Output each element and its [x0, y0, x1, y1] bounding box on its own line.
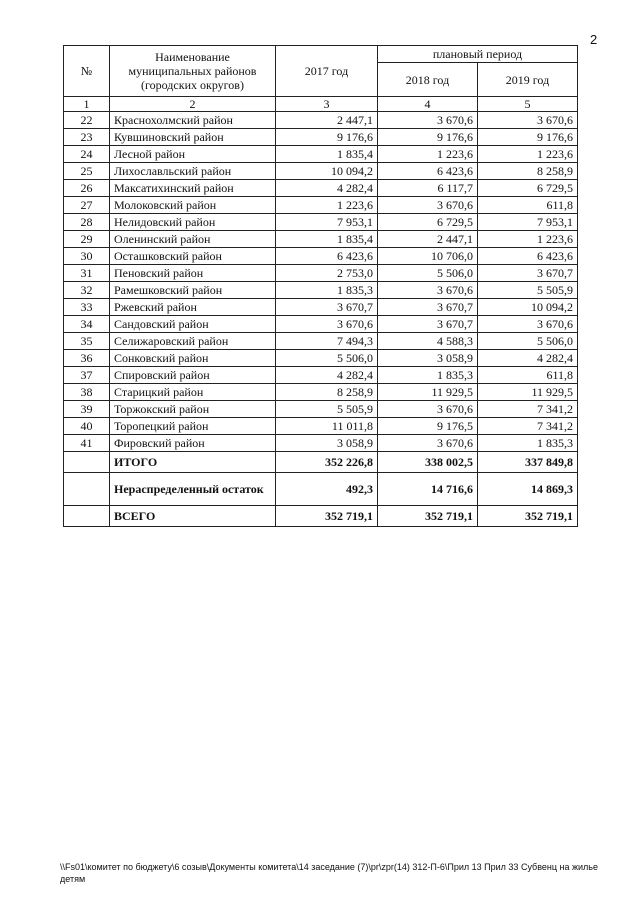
value-2017: 7 494,3 [276, 333, 378, 350]
value-2018: 3 670,6 [378, 197, 478, 214]
row-number: 31 [64, 265, 110, 282]
budget-table [63, 45, 578, 527]
district-name: Старицкий район [110, 384, 276, 401]
value-2019: 3 670,7 [478, 265, 578, 282]
table-row [64, 163, 578, 180]
value-2017: 3 670,7 [276, 299, 378, 316]
row-number: 24 [64, 146, 110, 163]
district-name: Нелидовский район [110, 214, 276, 231]
column-index: 4 [378, 97, 478, 112]
value-2017: 9 176,6 [276, 129, 378, 146]
district-name: Лесной район [110, 146, 276, 163]
value-2017: 2 753,0 [276, 265, 378, 282]
column-index: 5 [478, 97, 578, 112]
header-name: Наименование муниципальных районов (городских округов) [110, 46, 276, 97]
district-name: Молоковский район [110, 197, 276, 214]
row-number: 41 [64, 435, 110, 452]
district-name: Лихославльский район [110, 163, 276, 180]
value-2019: 11 929,5 [478, 384, 578, 401]
table-row [64, 299, 578, 316]
value-2018: 3 670,6 [378, 435, 478, 452]
vsego-2017: 352 719,1 [276, 506, 378, 527]
table-row [64, 418, 578, 435]
value-2018: 9 176,5 [378, 418, 478, 435]
value-2018: 4 588,3 [378, 333, 478, 350]
value-2018: 10 706,0 [378, 248, 478, 265]
value-2019: 3 670,6 [478, 112, 578, 129]
row-number: 27 [64, 197, 110, 214]
totals-row-vsego [64, 506, 578, 527]
row-number: 30 [64, 248, 110, 265]
table-row [64, 350, 578, 367]
value-2018: 2 447,1 [378, 231, 478, 248]
district-name: Пеновский район [110, 265, 276, 282]
value-2019: 611,8 [478, 197, 578, 214]
table-row [64, 435, 578, 452]
district-name: Оленинский район [110, 231, 276, 248]
row-number: 39 [64, 401, 110, 418]
value-2018: 3 670,6 [378, 401, 478, 418]
row-number: 22 [64, 112, 110, 129]
value-2018: 3 670,7 [378, 316, 478, 333]
table-row [64, 367, 578, 384]
value-2018: 9 176,6 [378, 129, 478, 146]
column-index: 1 [64, 97, 110, 112]
column-index: 3 [276, 97, 378, 112]
row-number: 28 [64, 214, 110, 231]
table-body [64, 112, 578, 452]
empty-cell [64, 452, 110, 473]
value-2017: 1 223,6 [276, 197, 378, 214]
table-row [64, 129, 578, 146]
district-name: Сонковский район [110, 350, 276, 367]
district-name: Спировский район [110, 367, 276, 384]
value-2019: 1 835,3 [478, 435, 578, 452]
row-number: 26 [64, 180, 110, 197]
table-row [64, 197, 578, 214]
itogo-2018: 338 002,5 [378, 452, 478, 473]
value-2018: 3 670,7 [378, 299, 478, 316]
value-2019: 611,8 [478, 367, 578, 384]
value-2017: 3 058,9 [276, 435, 378, 452]
district-name: Краснохолмский район [110, 112, 276, 129]
table-row [64, 333, 578, 350]
header-2019: 2019 год [478, 63, 578, 97]
vsego-label: ВСЕГО [110, 506, 276, 527]
value-2017: 1 835,4 [276, 146, 378, 163]
value-2019: 3 670,6 [478, 316, 578, 333]
value-2017: 1 835,4 [276, 231, 378, 248]
value-2018: 3 058,9 [378, 350, 478, 367]
unallocated-2018: 14 716,6 [378, 473, 478, 506]
value-2017: 3 670,6 [276, 316, 378, 333]
empty-cell [64, 473, 110, 506]
table-row [64, 401, 578, 418]
value-2019: 7 953,1 [478, 214, 578, 231]
totals-row-itogo [64, 452, 578, 473]
value-2017: 1 835,3 [276, 282, 378, 299]
table-row [64, 180, 578, 197]
value-2019: 6 729,5 [478, 180, 578, 197]
row-number: 32 [64, 282, 110, 299]
table-row [64, 316, 578, 333]
table-row [64, 112, 578, 129]
value-2017: 8 258,9 [276, 384, 378, 401]
value-2019: 7 341,2 [478, 401, 578, 418]
district-name: Фировский район [110, 435, 276, 452]
row-number: 33 [64, 299, 110, 316]
table-row [64, 282, 578, 299]
itogo-2017: 352 226,8 [276, 452, 378, 473]
table-row [64, 265, 578, 282]
table-row [64, 231, 578, 248]
empty-cell [64, 506, 110, 527]
value-2019: 10 094,2 [478, 299, 578, 316]
value-2019: 1 223,6 [478, 146, 578, 163]
row-number: 25 [64, 163, 110, 180]
value-2019: 9 176,6 [478, 129, 578, 146]
value-2018: 11 929,5 [378, 384, 478, 401]
unallocated-label: Нераспределенный остаток [110, 473, 276, 506]
itogo-label: ИТОГО [110, 452, 276, 473]
value-2017: 2 447,1 [276, 112, 378, 129]
header-2017: 2017 год [276, 46, 378, 97]
value-2017: 10 094,2 [276, 163, 378, 180]
value-2018: 1 835,3 [378, 367, 478, 384]
value-2018: 3 670,6 [378, 112, 478, 129]
value-2019: 8 258,9 [478, 163, 578, 180]
row-number: 35 [64, 333, 110, 350]
header-2018: 2018 год [378, 63, 478, 97]
value-2019: 4 282,4 [478, 350, 578, 367]
value-2018: 3 670,6 [378, 282, 478, 299]
district-name: Селижаровский район [110, 333, 276, 350]
vsego-2019: 352 719,1 [478, 506, 578, 527]
row-number: 40 [64, 418, 110, 435]
value-2017: 4 282,4 [276, 180, 378, 197]
value-2017: 4 282,4 [276, 367, 378, 384]
district-name: Рамешковский район [110, 282, 276, 299]
value-2018: 5 506,0 [378, 265, 478, 282]
district-name: Торжокский район [110, 401, 276, 418]
table-totals [64, 452, 578, 527]
value-2018: 6 117,7 [378, 180, 478, 197]
table-row [64, 214, 578, 231]
district-name: Кувшиновский район [110, 129, 276, 146]
row-number: 23 [64, 129, 110, 146]
table-row [64, 384, 578, 401]
value-2018: 6 729,5 [378, 214, 478, 231]
totals-row-unallocated [64, 473, 578, 506]
district-name: Сандовский район [110, 316, 276, 333]
district-name: Максатихинский район [110, 180, 276, 197]
footer-file-path: \\Fs01\комитет по бюджету\6 созыв\Документы комитета\14 заседание (7)\pr\zpr(14) 312-П-6\Прил 13 Прил 33 Субвенц на жилье детям [60, 862, 598, 884]
value-2019: 5 506,0 [478, 333, 578, 350]
vsego-2018: 352 719,1 [378, 506, 478, 527]
district-name: Торопецкий район [110, 418, 276, 435]
row-number: 38 [64, 384, 110, 401]
page-number: 2 [590, 32, 598, 47]
value-2018: 6 423,6 [378, 163, 478, 180]
unallocated-2019: 14 869,3 [478, 473, 578, 506]
value-2017: 5 505,9 [276, 401, 378, 418]
row-number: 34 [64, 316, 110, 333]
column-index-row [64, 97, 578, 112]
unallocated-2017: 492,3 [276, 473, 378, 506]
row-number: 37 [64, 367, 110, 384]
value-2019: 1 223,6 [478, 231, 578, 248]
itogo-2019: 337 849,8 [478, 452, 578, 473]
district-name: Ржевский район [110, 299, 276, 316]
table-row [64, 146, 578, 163]
value-2017: 11 011,8 [276, 418, 378, 435]
value-2019: 5 505,9 [478, 282, 578, 299]
row-number: 29 [64, 231, 110, 248]
column-index: 2 [110, 97, 276, 112]
value-2019: 7 341,2 [478, 418, 578, 435]
value-2017: 5 506,0 [276, 350, 378, 367]
value-2017: 6 423,6 [276, 248, 378, 265]
value-2018: 1 223,6 [378, 146, 478, 163]
table-row [64, 248, 578, 265]
row-number: 36 [64, 350, 110, 367]
district-name: Осташковский район [110, 248, 276, 265]
header-planned-period: плановый период [378, 46, 578, 63]
header-num: № [64, 46, 110, 97]
value-2019: 6 423,6 [478, 248, 578, 265]
value-2017: 7 953,1 [276, 214, 378, 231]
